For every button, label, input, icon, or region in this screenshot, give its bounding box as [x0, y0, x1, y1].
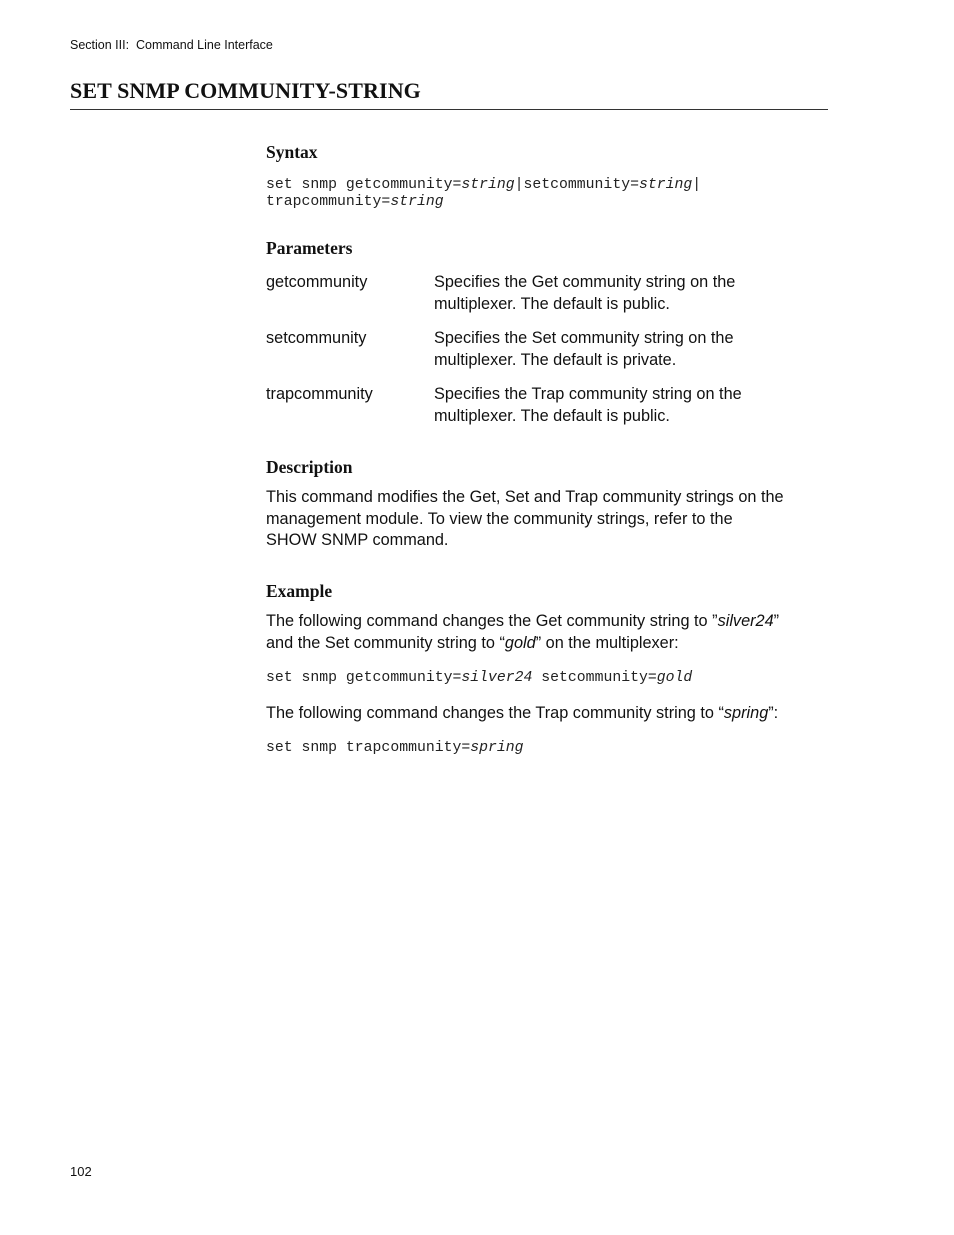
description-paragraph — [266, 487, 832, 552]
command-text: setcommunity= — [532, 670, 657, 686]
example-text: ” — [773, 612, 780, 630]
parameters-heading: Parameters — [266, 238, 353, 258]
example-value: spring — [723, 704, 769, 722]
example-value: gold — [504, 633, 536, 652]
example-text: The following command changes the Get community string to ” — [266, 612, 718, 630]
page-number: 102 — [70, 1164, 92, 1179]
syntax-placeholder: string — [461, 177, 515, 193]
syntax-placeholder: string — [390, 194, 444, 210]
description-heading: Description — [266, 457, 353, 477]
example-heading: Example — [266, 581, 333, 601]
example-text: ” on the multiplexer: — [535, 633, 679, 652]
command-text: set snmp trapcommunity= — [266, 740, 471, 756]
parameter-description-line: Specifies the Get community string on the — [434, 273, 736, 291]
example-text: ”: — [768, 704, 779, 722]
syntax-text: trapcommunity= — [266, 194, 391, 210]
syntax-text: set snmp getcommunity= — [266, 177, 462, 193]
title-rule — [70, 109, 828, 110]
parameter-description-line: Specifies the Set community string on the — [434, 329, 734, 347]
description-line: SHOW SNMP command. — [266, 531, 449, 550]
example-intro-line — [266, 633, 832, 655]
command-value: silver24 — [461, 670, 533, 686]
example-intro-line — [266, 703, 832, 725]
syntax-line-2 — [266, 194, 444, 211]
example-command-1 — [266, 670, 692, 687]
parameter-description-line: multiplexer. The default is public. — [434, 294, 670, 313]
example-value: silver24 — [717, 612, 774, 630]
syntax-placeholder: string — [638, 177, 693, 193]
parameter-name: setcommunity — [266, 329, 367, 347]
parameter-name: trapcommunity — [266, 385, 373, 403]
command-value: spring — [470, 740, 524, 756]
running-header: Section III: Command Line Interface — [70, 38, 273, 52]
parameter-description-line: multiplexer. The default is private. — [434, 350, 677, 369]
syntax-text: | — [692, 177, 702, 193]
description-line: This command modifies the Get, Set and Trap community strings on the — [266, 488, 784, 506]
parameter-description-line: Specifies the Trap community string on the — [434, 385, 742, 403]
parameter-description — [434, 328, 794, 371]
parameter-description — [434, 272, 794, 315]
command-text: set snmp getcommunity= — [266, 670, 462, 686]
description-line: management module. To view the community strings, refer to the — [266, 509, 733, 528]
example-text: and the Set community string to “ — [266, 633, 505, 652]
syntax-text: |setcommunity= — [514, 177, 639, 193]
syntax-heading: Syntax — [266, 142, 318, 162]
example-intro-line — [266, 611, 832, 633]
example-text: The following command changes the Trap community string to “ — [266, 704, 724, 722]
example-intro-1 — [266, 611, 832, 654]
parameter-name: getcommunity — [266, 273, 368, 291]
parameter-description — [434, 384, 794, 427]
syntax-line-1 — [266, 177, 701, 194]
page-title: SET SNMP COMMUNITY-STRING — [70, 78, 421, 103]
example-command-2 — [266, 740, 524, 757]
command-value: gold — [656, 670, 693, 686]
parameter-description-line: multiplexer. The default is public. — [434, 406, 670, 425]
example-intro-2 — [266, 703, 832, 725]
